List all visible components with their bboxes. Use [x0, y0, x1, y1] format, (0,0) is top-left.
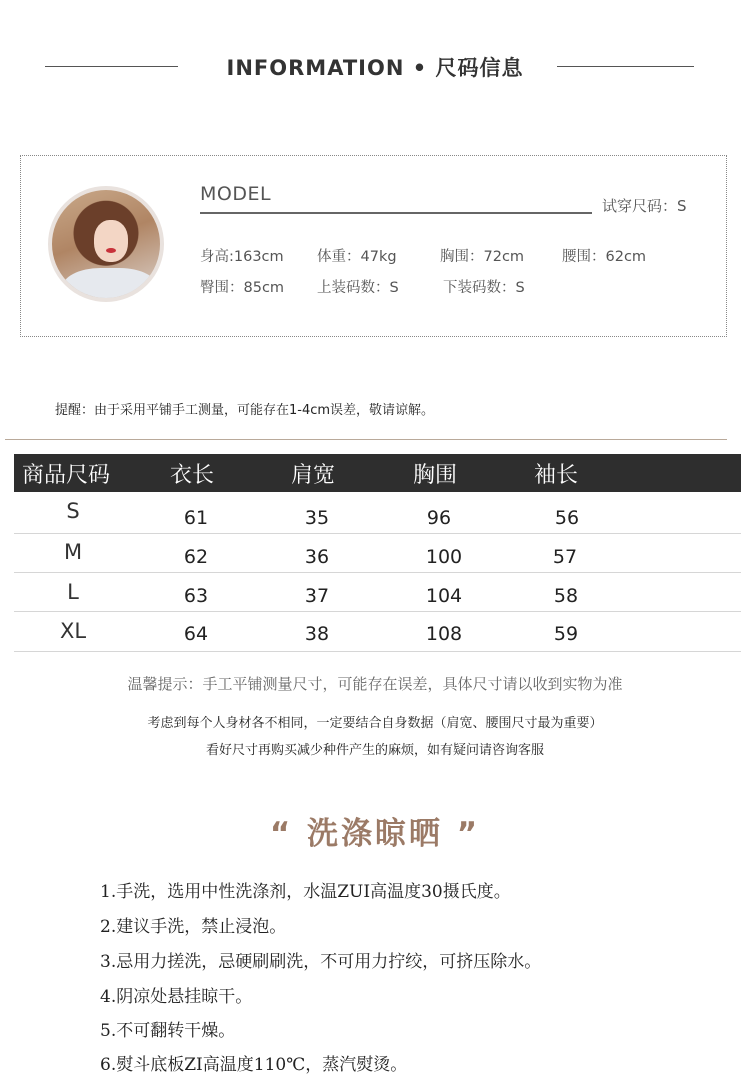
cell-size: M — [63, 540, 83, 564]
measurement-notice: 提醒：由于采用平铺手工测量，可能存在1-4cm误差，敬请谅解。 — [55, 403, 435, 418]
th-sleeve: 袖长 — [534, 463, 579, 488]
model-label: MODEL — [200, 183, 272, 205]
th-shoulder: 肩宽 — [291, 463, 336, 488]
cell-length: 64 — [183, 623, 209, 645]
cell-chest: 108 — [425, 623, 463, 645]
cell-length: 62 — [183, 546, 209, 568]
section-title — [0, 52, 750, 82]
table-header-bar — [14, 454, 741, 492]
row-divider — [14, 611, 741, 612]
cell-sleeve: 56 — [554, 507, 580, 529]
wash-care-title: “ 洗涤晾晒 ” — [269, 816, 481, 852]
section-divider — [5, 439, 727, 440]
cell-sleeve: 58 — [553, 585, 579, 607]
model-avatar — [48, 186, 164, 302]
tip-body-line1: 考虑到每个人身材各不相同，一定要结合自身数据（肩宽、腰围尺寸最为重要） — [147, 716, 603, 731]
title-en: INFORMATION — [226, 56, 405, 80]
try-size: 试穿尺码：S — [602, 197, 687, 215]
row-divider — [14, 651, 741, 652]
cell-shoulder: 35 — [304, 507, 330, 529]
wash-item: 5.不可翻转干燥。 — [100, 1021, 236, 1041]
row-divider — [14, 533, 741, 534]
cell-size: XL — [59, 619, 87, 643]
th-chest: 胸围 — [413, 463, 458, 488]
cell-chest: 100 — [425, 546, 463, 568]
wash-item: 6.熨斗底板ZI高温度110℃，蒸汽熨烫。 — [100, 1055, 408, 1075]
th-length: 衣长 — [170, 463, 215, 488]
cell-shoulder: 36 — [304, 546, 330, 568]
stat-height: 身高:163cm — [200, 249, 284, 265]
cell-size: L — [67, 580, 79, 604]
cell-chest: 96 — [426, 507, 452, 529]
cell-shoulder: 37 — [304, 585, 330, 607]
cell-chest: 104 — [425, 585, 463, 607]
wash-item: 3.忌用力搓洗，忌硬刷刷洗，不可用力拧绞，可挤压除水。 — [100, 952, 542, 972]
cell-length: 63 — [183, 585, 209, 607]
warm-tip: 温馨提示：手工平铺测量尺寸，可能存在误差，具体尺寸请以收到实物为准 — [127, 675, 623, 693]
stat-weight: 体重：47kg — [317, 249, 397, 265]
title-cn: 尺码信息 — [435, 56, 524, 80]
stat-hip: 臀围：85cm — [200, 280, 285, 296]
row-divider — [14, 572, 741, 573]
tip-body-line2: 看好尺寸再购买减少种件产生的麻烦，如有疑问请咨询客服 — [205, 743, 544, 758]
wash-item: 4.阴凉处悬挂晾干。 — [100, 987, 253, 1007]
model-underline — [200, 212, 592, 214]
stat-waist: 腰围：62cm — [562, 249, 647, 265]
stat-bottom-size: 下装码数：S — [443, 280, 525, 296]
th-size: 商品尺码 — [22, 463, 111, 488]
stat-chest: 胸围：72cm — [440, 249, 525, 265]
cell-sleeve: 59 — [553, 623, 579, 645]
cell-size: S — [66, 499, 80, 523]
cell-length: 61 — [183, 507, 209, 529]
cell-sleeve: 57 — [552, 546, 578, 568]
cell-shoulder: 38 — [304, 623, 330, 645]
wash-item: 1.手洗，选用中性洗涤剂，水温ZUI高温度30摄氏度。 — [100, 882, 511, 902]
stat-top-size: 上装码数：S — [317, 280, 399, 296]
title-separator: • — [412, 56, 428, 80]
wash-item: 2.建议手洗，禁止浸泡。 — [100, 917, 287, 937]
